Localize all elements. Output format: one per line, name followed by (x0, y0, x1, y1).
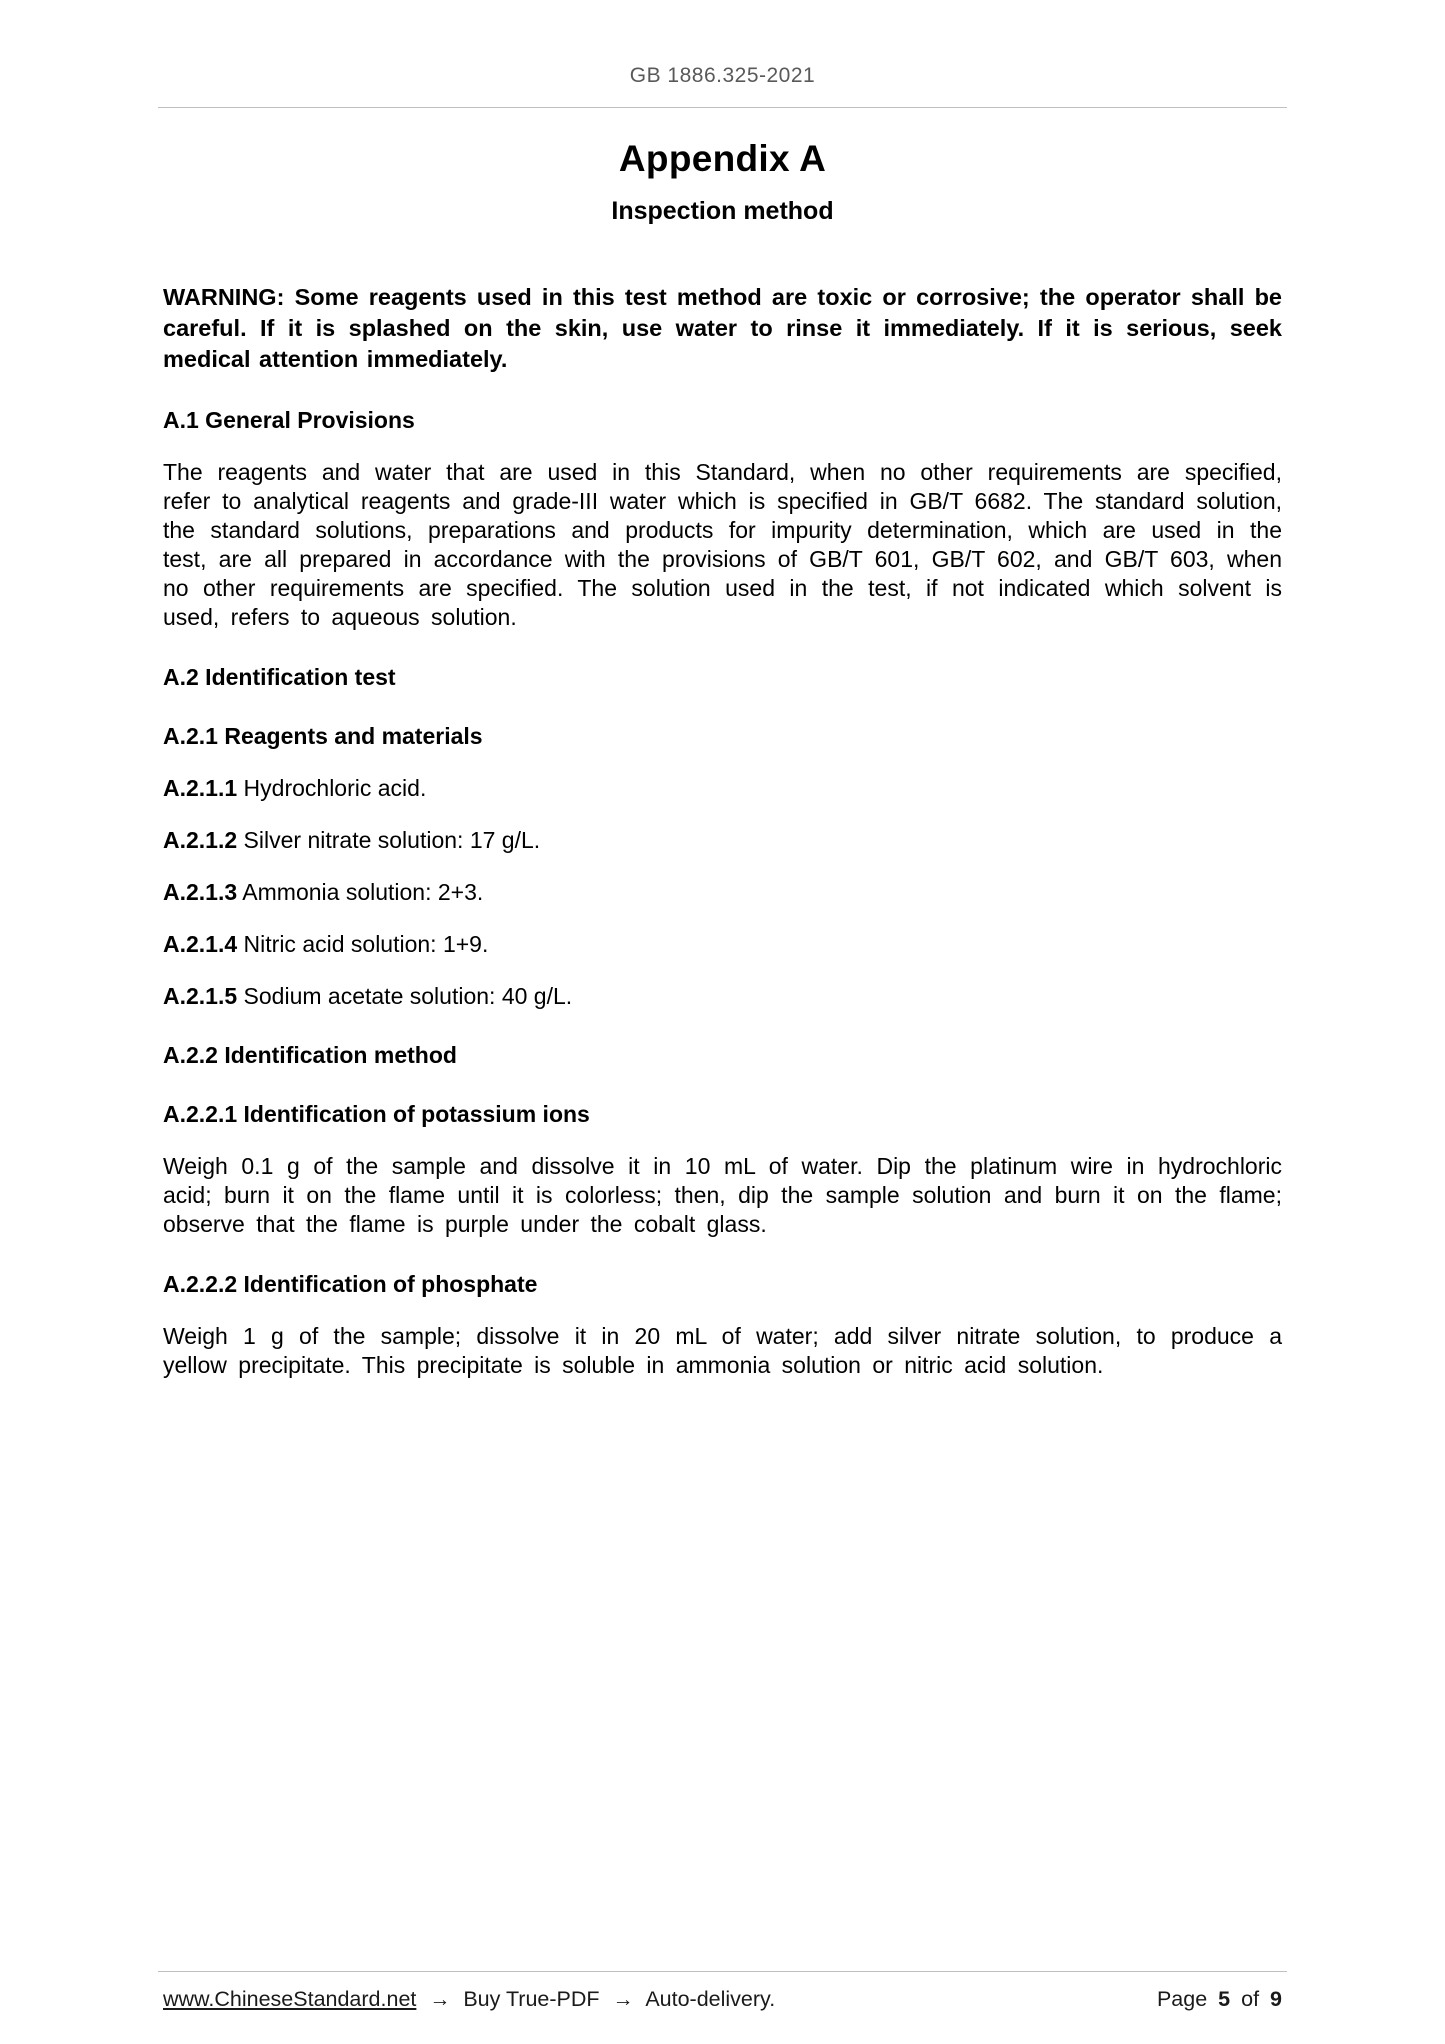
appendix-subtitle: Inspection method (611, 197, 834, 225)
reagent-item (163, 827, 1282, 854)
reagent-item (163, 775, 1282, 802)
arrow-right-icon: → (429, 1988, 451, 2011)
reagent-item-label: A.2.1.4 (163, 931, 238, 957)
reagent-item-label: A.2.1.1 (163, 775, 238, 801)
section-body-a221: Weigh 0.1 g of the sample and dissolve it in 10 mL of water. Dip the platinum wire in hydrochloric acid; burn it on the flame until it is colorless; then, dip the sample solution and burn it on the flame; observe that the flame is purple under the cobalt glass. (163, 1153, 1282, 1237)
reagent-item-text: Sodium acetate solution: 40 g/L. (243, 983, 573, 1009)
reagent-item (163, 931, 1282, 958)
page-label: Page (1156, 1987, 1208, 2011)
warning-paragraph: WARNING: Some reagents used in this test method are toxic or corrosive; the operator shall be careful. If it is splashed on the skin, use water to rinse it immediately. If it is serious, seek medical attention immediately. (163, 284, 1282, 372)
reagent-item-text: Hydrochloric acid. (243, 775, 427, 801)
footer-delivery-text: Auto-delivery. (645, 1987, 776, 2011)
reagent-item-text: Nitric acid solution: 1+9. (243, 931, 489, 957)
header-divider (158, 107, 1287, 108)
footer-buy-text: Buy True-PDF (463, 1987, 600, 2011)
appendix-title: Appendix A (618, 138, 827, 179)
footer-site-link[interactable]: www.ChineseStandard.net (163, 1987, 417, 2011)
section-heading-a1: A.1 General Provisions (163, 407, 415, 433)
reagent-item (163, 879, 1282, 906)
reagent-item-text: Ammonia solution: 2+3. (242, 879, 484, 905)
reagent-item (163, 983, 1282, 1010)
reagent-item-label: A.2.1.3 (163, 879, 238, 905)
reagent-item-text: Silver nitrate solution: 17 g/L. (243, 827, 541, 853)
section-body-a1: The reagents and water that are used in this Standard, when no other requirements are specified, refer to analytical reagents and grade-III water which is specified in GB/T 6682. The standard solution, the standard solutions, preparations and products for impurity determination, which are used in the test, are all prepared in accordance with the provisions of GB/T 601, GB/T 602, and GB/T 603, when no other requirements are specified. The solution used in the test, if not indicated which solvent is used, refers to aqueous solution. (163, 459, 1282, 630)
section-body-a222: Weigh 1 g of the sample; dissolve it in 20 mL of water; add silver nitrate solution, to produce a yellow precipitate. This precipitate is soluble in ammonia solution or nitric acid solution. (163, 1323, 1282, 1378)
standard-number: GB 1886.325-2021 (629, 64, 816, 87)
page-indicator (1152, 1987, 1282, 2012)
section-heading-a221: A.2.2.1 Identification of potassium ions (163, 1101, 590, 1127)
page-of-label: of (1241, 1987, 1260, 2011)
page-footer (163, 1987, 1282, 2012)
reagent-item-label: A.2.1.2 (163, 827, 238, 853)
section-heading-a222: A.2.2.2 Identification of phosphate (163, 1271, 538, 1297)
reagent-item-label: A.2.1.5 (163, 983, 238, 1009)
footer-left (163, 1987, 782, 2012)
footer-divider (158, 1971, 1287, 1972)
section-heading-a21: A.2.1 Reagents and materials (163, 723, 483, 749)
section-heading-a22: A.2.2 Identification method (163, 1042, 457, 1068)
section-heading-a2: A.2 Identification test (163, 664, 396, 690)
page-total: 9 (1270, 1987, 1282, 2011)
arrow-right-icon: → (612, 1988, 634, 2011)
document-body (163, 132, 1282, 1380)
page-number: 5 (1218, 1987, 1231, 2011)
